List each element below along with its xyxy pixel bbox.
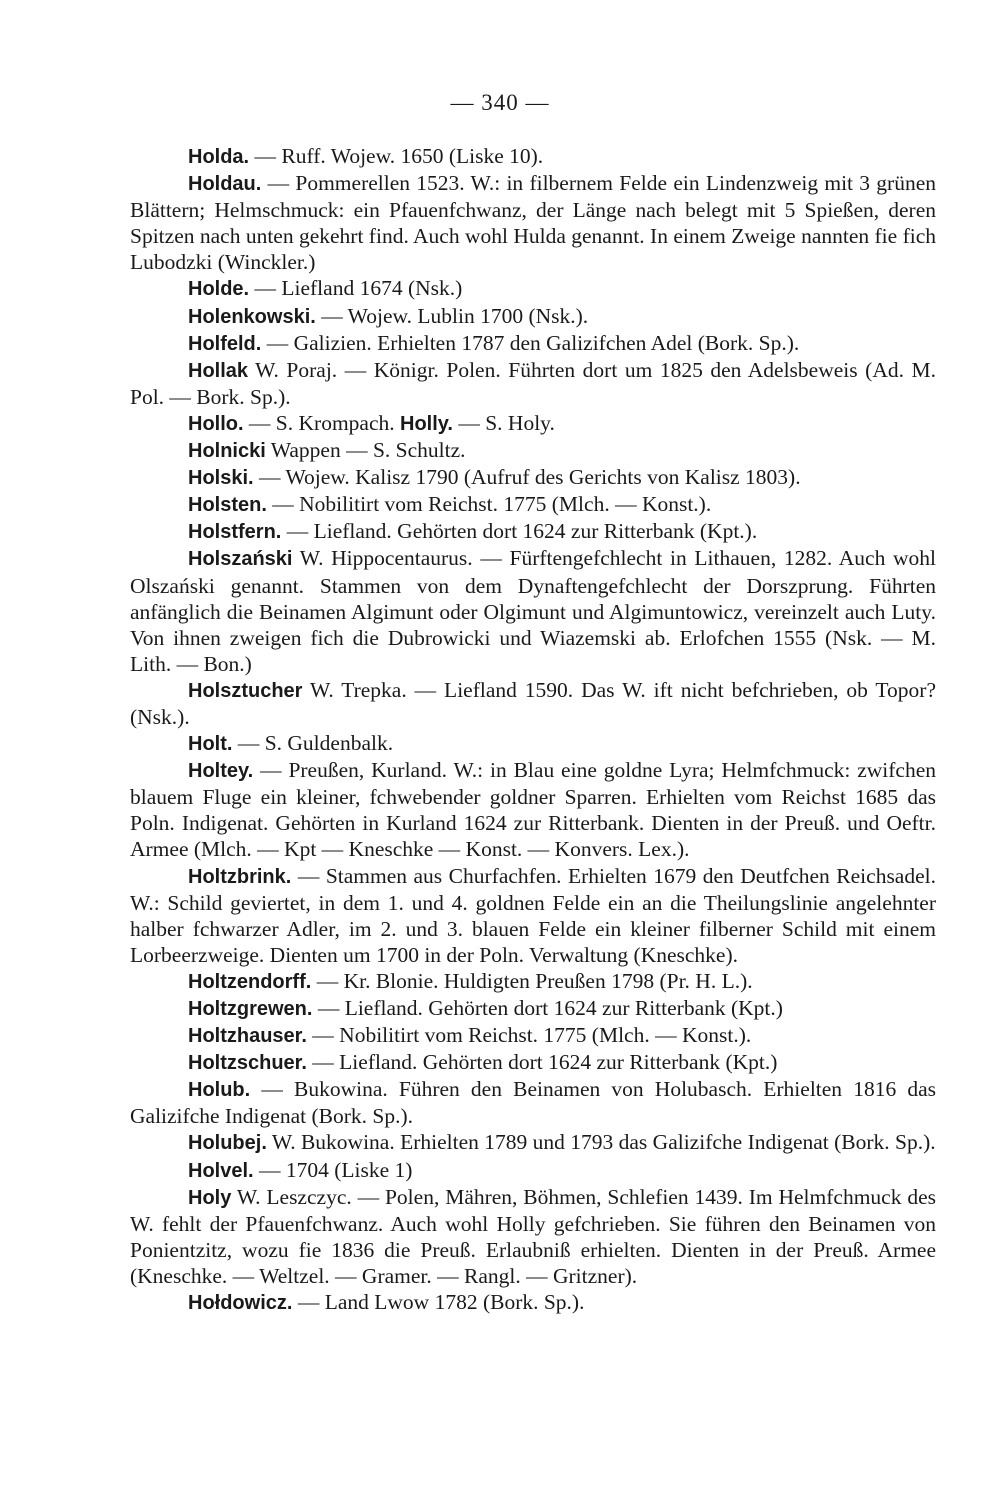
- entry: [130, 1289, 936, 1316]
- entry-headword: Holtey.: [188, 760, 254, 783]
- entry-headword: Holvel.: [188, 1159, 254, 1182]
- entry-headword: Holsten.: [188, 494, 267, 517]
- entry-text: W. Bukowina. Erhielten 1789 und 1793 das Galizifche Indigenat (Bork. Sp.).: [266, 1130, 936, 1155]
- entry-headword: Holtzbrink.: [188, 865, 292, 888]
- entry-headword: Holsztucher: [188, 679, 303, 702]
- entry: [130, 491, 936, 518]
- entry: [130, 1076, 936, 1129]
- entry: [130, 863, 936, 968]
- entry-text: — S. Krompach.: [243, 410, 400, 435]
- entry: [130, 968, 936, 995]
- entry: [130, 143, 936, 170]
- entry-text: — Liefland. Gehörten dort 1624 zur Ritterbank (Kpt.).: [281, 519, 758, 544]
- entry: [130, 677, 936, 730]
- entry-headword: Holtzgrewen.: [188, 998, 313, 1020]
- entry-headword: Holfeld.: [188, 332, 262, 355]
- entry-text: — Liefland. Gehörten dort 1624 zur Ritterbank (Kpt.): [312, 996, 783, 1020]
- entry-text: — Nobilitirt vom Reichst. 1775 (Mlch. — Konst.).: [306, 1023, 752, 1048]
- entry: [130, 275, 936, 302]
- page-number: — 340 —: [450, 90, 550, 115]
- entry-text: W. Trepka. — Liefland 1590. Das W. ift nicht befchrieben, ob Topor? (Nsk.).: [130, 677, 936, 729]
- entry-text: — Nobilitirt vom Reichst. 1775 (Mlch. — Konst.).: [266, 492, 712, 517]
- entry-text: — Wojew. Lublin 1700 (Nsk.).: [315, 303, 589, 328]
- entry-text: — Liefland. Gehörten dort 1624 zur Ritterbank (Kpt.): [306, 1050, 778, 1075]
- entry-headword: Holenkowski.: [188, 305, 316, 328]
- entry-text: W. Poraj. — Königr. Polen. Führten dort um 1825 den Adelsbeweis (Ad. M. Pol. — Bork. Sp.).: [130, 357, 936, 409]
- entry: [130, 1129, 936, 1156]
- entry-headword: Hołdowicz.: [188, 1292, 293, 1315]
- entry: [130, 1157, 936, 1184]
- entry: [130, 995, 936, 1022]
- entry-headword: Holubej.: [188, 1132, 267, 1155]
- entry-text: — Ruff. Wojew. 1650 (Liske 10).: [249, 144, 544, 168]
- entry: [130, 464, 936, 491]
- entry-headword: Holstfern.: [188, 521, 282, 544]
- entry-list: [130, 143, 936, 1316]
- entry-text: — 1704 (Liske 1): [253, 1157, 413, 1182]
- entry-text: — Galizien. Erhielten 1787 den Galizifchen Adel (Bork. Sp.).: [261, 330, 800, 355]
- entry-text: — Stammen aus Churfachfen. Erhielten 1679 den Deutfchen Reichsadel. W.: Schild geviertet, in dem 1. und 4. goldnen Felde ein an die Theilungslinie angelehnter halber fchwarzer Adler, im 2. und 3. blauen Felde ein kleiner filberner Schild mit einem Lorbeerzweige. Dienten um 1700 in der Poln. Verwaltung (Kneschke).: [130, 863, 936, 967]
- entry-text: — Land Lwow 1782 (Bork. Sp.).: [292, 1290, 585, 1315]
- entry-text: Wappen — S. Schultz.: [265, 438, 466, 463]
- entry: [130, 170, 936, 275]
- entry-headword: Holtzendorff.: [188, 970, 312, 993]
- entry-headword: Holda.: [188, 146, 250, 168]
- entry-headword: Holtzhauser.: [188, 1025, 307, 1048]
- entry-headword: Holub.: [188, 1079, 251, 1102]
- entry-headword: Holtzschuer.: [188, 1052, 307, 1075]
- entry: [130, 545, 936, 676]
- entry-text: — S. Holy.: [452, 410, 555, 435]
- entry: [130, 757, 936, 862]
- entry: [130, 1049, 936, 1076]
- entry: [130, 437, 936, 464]
- entry-headword: Holszański: [188, 548, 293, 571]
- entry-headword: Hollak: [188, 359, 249, 382]
- entry: [130, 730, 936, 757]
- entry-headword: Holski.: [188, 467, 254, 490]
- entry-headword: Holly.: [400, 412, 453, 435]
- entry: [130, 410, 936, 437]
- entry-headword: Holy: [188, 1186, 232, 1209]
- entry-text: — Bukowina. Führen den Beinamen von Holubasch. Erhielten 1816 das Galizifche Indigenat (Bork. Sp.).: [130, 1077, 936, 1129]
- entry-headword: Holt.: [188, 733, 233, 756]
- entry: [130, 330, 936, 357]
- entry: [130, 1184, 936, 1289]
- entry-text: — S. Guldenbalk.: [232, 731, 394, 756]
- entry-text: — Preußen, Kurland. W.: in Blau eine goldne Lyra; Helmfchmuck: zwifchen blauem Fluge ein kleiner, fchwebender goldner Sparren. Erhielten vom Reichst 1685 das Poln. Indigenat. Gehörten in Kurland 1624 zur Ritterbank. Dienten in der Preuß. und Oeftr. Armee (Mlch. — Kpt — Kneschke — Konst. — Konvers. Lex.).: [130, 758, 936, 862]
- entry: [130, 518, 936, 545]
- entry-text: — Kr. Blonie. Huldigten Preußen 1798 (Pr. H. L.).: [311, 968, 753, 993]
- entry-headword: Holnicki: [188, 440, 266, 463]
- entry: [130, 1022, 936, 1049]
- entry-text: W. Leszczyc. — Polen, Mähren, Böhmen, Schlefien 1439. Im Helmfchmuck des W. fehlt der Pfauenfchwanz. Auch wohl Holly gefchrieben. Sie führen den Beinamen von Ponientzitz, wozu fie 1836 die Preuß. Erlaubniß erhielten. Dienten in der Preuß. Armee (Kneschke. — Weltzel. — Gramer. — Rangl. — Gritzner).: [130, 1184, 936, 1288]
- entry-text: — Liefland 1674 (Nsk.): [249, 276, 463, 301]
- entry-text: — Wojew. Kalisz 1790 (Aufruf des Gerichts von Kalisz 1803).: [253, 465, 801, 490]
- entry: [130, 357, 936, 410]
- entry-headword: Holde.: [188, 278, 250, 301]
- entry-text: W. Hippocentaurus. — Fürftengefchlecht in Lithauen, 1282. Auch wohl Olszański genannt. Stammen von dem Dynaftengefchlecht der Dorszprung. Führten anfänglich die Beinamen Algimunt oder Olgimunt und Algimuntowicz, vereinzelt auch Luty. Von ihnen zweigen fich die Dubrowicki und Wiazemski ab. Erlofchen 1555 (Nsk. — M. Lith. — Bon.): [130, 546, 936, 676]
- entry-headword: Hollo.: [188, 412, 244, 435]
- entry: [130, 303, 936, 330]
- entry-headword: Holdau.: [188, 173, 262, 196]
- entry-text: — Pommerellen 1523. W.: in filbernem Felde ein Lindenzweig mit 3 grünen Blättern; Helmschmuck: ein Pfauenfchwanz, der Länge nach belegt mit 5 Spießen, deren Spitzen nach unten gekehrt find. Auch wohl Hulda genannt. In einem Zweige nannten fie fich Lubodzki (Winckler.): [130, 171, 936, 275]
